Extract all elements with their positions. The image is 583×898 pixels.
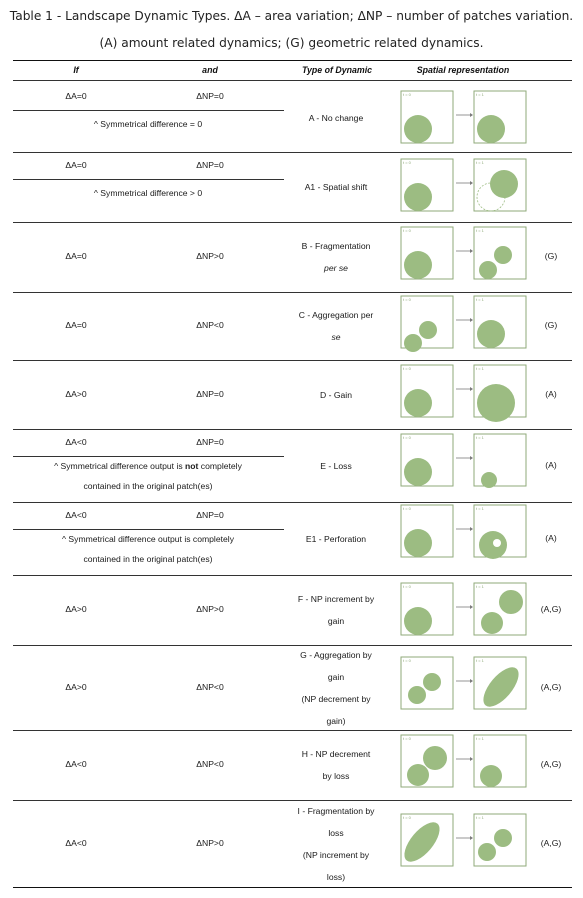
- frame-before: [401, 159, 453, 211]
- patch: [477, 320, 505, 348]
- frame-time-label: t = 1: [476, 160, 484, 165]
- dynamic-type-line: (NP increment by: [302, 849, 370, 860]
- patch: [479, 261, 497, 279]
- frame-time-label: t = 0: [403, 435, 411, 440]
- spatial-representation: [398, 293, 526, 351]
- frame-time-label: t = 1: [476, 815, 484, 820]
- patch: [494, 246, 512, 264]
- patch: [481, 612, 503, 634]
- frame-time-label: t = 1: [476, 435, 484, 440]
- frame-time-label: t = 1: [476, 92, 484, 97]
- row-rule: [13, 360, 572, 361]
- frame-before: [401, 583, 453, 635]
- condition-and: ΔNP=0: [196, 388, 224, 399]
- dynamic-type-line: se: [331, 332, 341, 342]
- dynamic-type-line: loss): [326, 871, 346, 882]
- header-type-of-dynamic: Type of Dynamic: [301, 65, 373, 75]
- sub-rule: [13, 110, 284, 111]
- frame-before: [398, 814, 453, 867]
- symmetrical-difference-note: ^ Symmetrical difference = 0: [93, 119, 203, 129]
- dynamic-class-label: (G): [544, 320, 558, 330]
- frame-time-label: t = 0: [403, 506, 411, 511]
- frame-time-label: t = 0: [403, 658, 411, 663]
- arrow-head-icon: [470, 181, 473, 185]
- frame-after: [474, 227, 526, 279]
- note-text: completely: [198, 461, 242, 471]
- spatial-representation: [398, 811, 526, 869]
- frame-time-label: t = 0: [403, 160, 411, 165]
- dynamic-type-label: [284, 644, 388, 732]
- dynamic-type-line: per se: [324, 263, 348, 273]
- dynamic-type-label: [284, 800, 388, 888]
- patch: [404, 607, 432, 635]
- condition-if: ΔA<0: [65, 510, 87, 520]
- spatial-representation: [398, 88, 526, 146]
- frame-before: [401, 227, 453, 279]
- dynamic-type-line: D - Gain: [320, 389, 352, 400]
- dynamic-class-label: (A,G): [540, 837, 562, 848]
- dynamic-type-line: loss: [328, 827, 344, 838]
- frame-before: [401, 296, 453, 352]
- frame-time-label: t = 1: [476, 658, 484, 663]
- patch: [477, 115, 505, 143]
- patch: [404, 251, 432, 279]
- spatial-representation: [398, 362, 526, 420]
- condition-and: ΔNP=0: [196, 160, 224, 170]
- dynamic-type-line: A1 - Spatial shift: [304, 182, 368, 192]
- arrow-head-icon: [470, 527, 473, 531]
- patch: [404, 334, 422, 352]
- patch: [477, 384, 515, 422]
- patch: [494, 829, 512, 847]
- note-emphasis: not: [185, 461, 199, 471]
- arrow-head-icon: [470, 757, 473, 761]
- dynamic-type-label: [284, 304, 388, 348]
- patch: [404, 389, 432, 417]
- dynamic-type-label: [284, 384, 388, 406]
- frame-after: [474, 434, 526, 488]
- table-caption-line1: Table 1 - Landscape Dynamic Types. ΔA – area variation; ΔNP – number of patches variation.: [9, 9, 574, 23]
- patch: [423, 673, 441, 691]
- arrow-head-icon: [470, 836, 473, 840]
- spatial-representation: [398, 580, 526, 638]
- condition-if: ΔA>0: [65, 388, 87, 399]
- note-text: ^ Symmetrical difference output is: [54, 461, 186, 471]
- frame-after: [474, 505, 526, 559]
- frame-time-label: t = 1: [476, 297, 484, 302]
- dynamic-type-line: gain): [326, 715, 346, 726]
- dynamic-type-line: F - NP increment by: [297, 594, 375, 604]
- dynamic-class-label: (A): [545, 388, 557, 399]
- patch: [404, 458, 432, 486]
- table-caption-line2: (A) amount related dynamics; (G) geometric related dynamics.: [99, 36, 484, 50]
- condition-and: ΔNP=0: [196, 510, 224, 520]
- condition-if: ΔA<0: [65, 759, 87, 769]
- header-and: and: [202, 65, 218, 75]
- table-top-rule: [13, 60, 572, 61]
- dynamic-type-line: by loss: [322, 771, 350, 781]
- frame-time-label: t = 0: [403, 736, 411, 741]
- dynamic-type-label: [284, 176, 388, 198]
- dynamic-type-line: C - Aggregation per: [298, 310, 374, 320]
- frame-time-label: t = 0: [403, 228, 411, 233]
- symmetrical-difference-note: [54, 461, 242, 471]
- row-rule: [13, 730, 572, 731]
- condition-and: ΔNP<0: [196, 320, 224, 330]
- frame-time-label: t = 1: [476, 736, 484, 741]
- frame-time-label: t = 0: [403, 92, 411, 97]
- patch: [419, 321, 437, 339]
- arrow-head-icon: [470, 456, 473, 460]
- patch: [408, 686, 426, 704]
- frame-time-label: t = 0: [403, 366, 411, 371]
- condition-if: ΔA<0: [65, 837, 87, 848]
- frame-after: [474, 365, 526, 422]
- condition-if: ΔA=0: [65, 160, 87, 170]
- condition-and: ΔNP>0: [196, 251, 224, 261]
- frame-time-label: t = 1: [476, 228, 484, 233]
- row-rule: [13, 222, 572, 223]
- spatial-representation: [398, 502, 526, 560]
- header-spatial-representation: Spatial representation: [416, 65, 510, 75]
- frame-after: [474, 91, 526, 143]
- dynamic-type-line: E - Loss: [320, 460, 352, 471]
- patch: [478, 843, 496, 861]
- patch: [407, 764, 429, 786]
- dynamic-type-line: E1 - Perforation: [305, 533, 367, 544]
- table-bottom-rule: [13, 887, 572, 888]
- row-rule: [13, 575, 572, 576]
- dynamic-type-line: B - Fragmentation: [301, 241, 371, 251]
- frame-after: [474, 159, 526, 211]
- frame-time-label: t = 1: [476, 584, 484, 589]
- frame-before: [401, 434, 453, 486]
- condition-if: ΔA>0: [65, 681, 87, 692]
- frame-time-label: t = 0: [403, 297, 411, 302]
- arrow-head-icon: [470, 249, 473, 253]
- condition-if: ΔA=0: [65, 320, 87, 330]
- spatial-representation: [398, 224, 526, 282]
- frame-after: [474, 814, 526, 866]
- dynamic-type-label: [284, 528, 388, 550]
- dynamic-class-label: (A): [545, 459, 557, 470]
- dynamic-type-label: [284, 455, 388, 477]
- header-if: If: [73, 65, 79, 75]
- dynamic-class-label: (A,G): [540, 604, 562, 614]
- dynamic-type-label: [284, 107, 388, 129]
- dynamic-type-label: [284, 743, 388, 787]
- patch: [480, 765, 502, 787]
- frame-after: [474, 583, 526, 635]
- dynamic-type-label: [284, 588, 388, 632]
- patch: [404, 529, 432, 557]
- spatial-representation: [398, 431, 526, 489]
- symmetrical-difference-note: ^ Symmetrical difference > 0: [93, 188, 203, 198]
- condition-if: ΔA=0: [65, 251, 87, 261]
- condition-and: ΔNP<0: [196, 681, 224, 692]
- perforation-hole: [493, 539, 501, 547]
- frame-after: [474, 735, 526, 787]
- frame-before: [401, 505, 453, 557]
- dynamic-type-line: (NP decrement by: [301, 693, 371, 704]
- symmetrical-difference-note-cont: contained in the original patch(es): [83, 481, 213, 491]
- condition-and: ΔNP=0: [196, 91, 224, 101]
- dynamic-type-line: gain: [327, 671, 345, 682]
- spatial-representation: [398, 156, 526, 214]
- patch: [490, 170, 518, 198]
- condition-and: ΔNP>0: [196, 604, 224, 614]
- dynamic-class-label: (A): [545, 532, 557, 543]
- condition-and: ΔNP=0: [196, 437, 224, 447]
- frame-before: [401, 735, 453, 787]
- arrow-head-icon: [470, 318, 473, 322]
- header-rule: [13, 80, 572, 81]
- spatial-representation: [398, 654, 526, 712]
- condition-and: ΔNP>0: [196, 837, 224, 848]
- arrow-head-icon: [470, 113, 473, 117]
- condition-if: ΔA=0: [65, 91, 87, 101]
- dynamic-type-line: A - No change: [308, 112, 364, 123]
- dynamic-class-label: (A,G): [540, 759, 562, 769]
- frame-before: [401, 91, 453, 143]
- dynamic-type-line: gain: [327, 616, 345, 626]
- patch: [479, 531, 507, 559]
- dynamic-type-line: H - NP decrement: [301, 749, 371, 759]
- frame-after: [474, 657, 526, 712]
- sub-rule: [13, 456, 284, 457]
- condition-if: ΔA>0: [65, 604, 87, 614]
- patch: [404, 115, 432, 143]
- row-rule: [13, 152, 572, 153]
- frame-time-label: t = 0: [403, 815, 411, 820]
- frame-time-label: t = 0: [403, 584, 411, 589]
- patch: [404, 183, 432, 211]
- symmetrical-difference-note: ^ Symmetrical difference output is completely: [61, 534, 235, 544]
- arrow-head-icon: [470, 387, 473, 391]
- frame-time-label: t = 1: [476, 366, 484, 371]
- condition-and: ΔNP<0: [196, 759, 224, 769]
- frame-after: [474, 296, 526, 348]
- sub-rule: [13, 179, 284, 180]
- arrow-head-icon: [470, 605, 473, 609]
- patch: [423, 746, 447, 770]
- symmetrical-difference-note-cont: contained in the original patch(es): [83, 554, 213, 564]
- dynamic-class-label: (A,G): [540, 681, 562, 692]
- sub-rule: [13, 529, 284, 530]
- frame-time-label: t = 1: [476, 506, 484, 511]
- spatial-representation: [398, 732, 526, 790]
- arrow-head-icon: [470, 679, 473, 683]
- dynamic-type-label: [284, 235, 388, 279]
- condition-if: ΔA<0: [65, 437, 87, 447]
- dynamic-class-label: (G): [544, 251, 558, 261]
- frame-before: [401, 657, 453, 709]
- dynamic-type-line: G - Aggregation by: [300, 649, 372, 660]
- row-rule: [13, 429, 572, 430]
- frame-before: [401, 365, 453, 417]
- dynamic-type-line: I - Fragmentation by: [297, 805, 375, 816]
- patch: [481, 472, 497, 488]
- patch: [499, 590, 523, 614]
